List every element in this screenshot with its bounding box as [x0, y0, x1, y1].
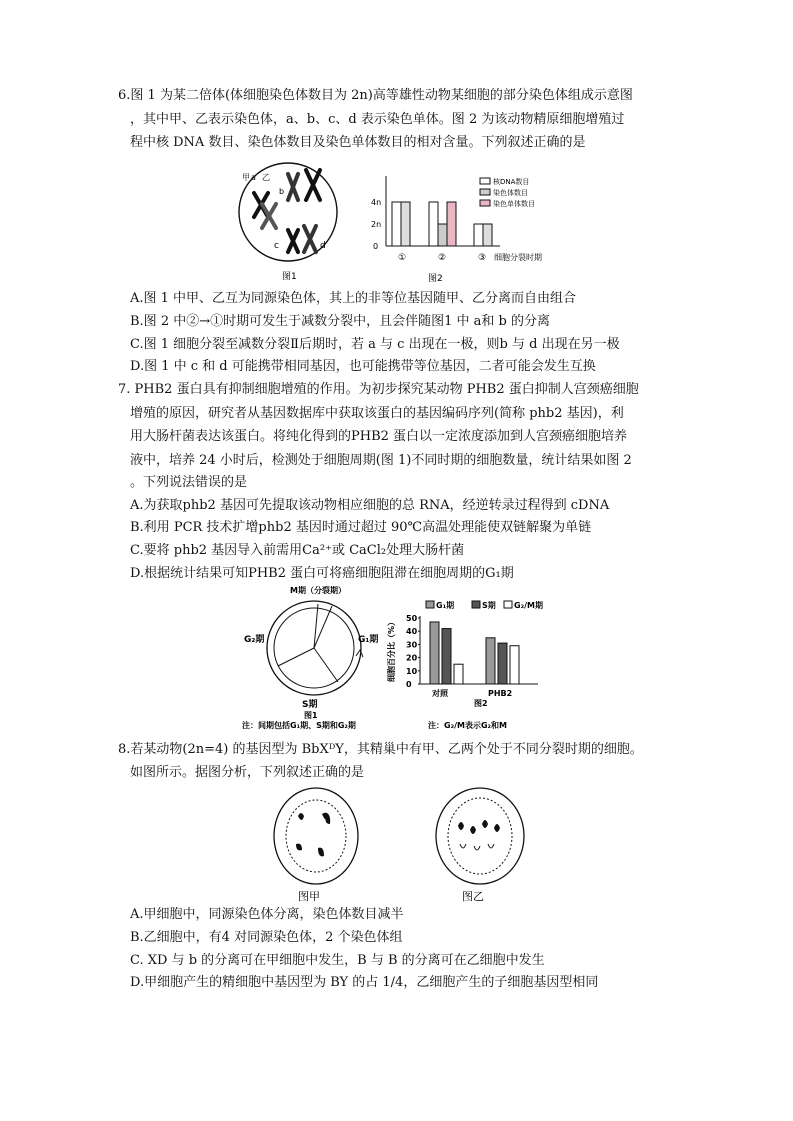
- fig2-x-2: ②: [438, 253, 447, 263]
- q8-option-a: A.甲细胞中，同源染色体分离，染色体数目减半: [130, 907, 404, 922]
- fig2-bar-2-chromatid: [447, 202, 456, 246]
- fig2-legend-chromatid: 染色单体数目: [493, 200, 535, 208]
- fig1-label-jia: 甲: [242, 173, 250, 182]
- q8-stem-line-2: 如图所示。据图分析，下列叙述正确的是: [130, 765, 365, 780]
- fig2-caption: 图2: [428, 274, 443, 284]
- q8-caption-yi: 图乙: [462, 890, 484, 903]
- q6-stem-line-2: ，其中甲、乙表示染色体，a、b、c、d 表示染色单体。图 2 为该动物精原细胞增殖过: [130, 112, 625, 127]
- fig2-ytick-0: 0: [373, 242, 379, 251]
- legend-swatch-g2m: [504, 601, 512, 608]
- q7-fig2-note: 注：G₂/M表示G₂和M: [428, 721, 507, 730]
- cycle-label-m: M期（分裂期）: [290, 586, 346, 595]
- q7-bar-control-2: [454, 664, 463, 684]
- fig2-bar-3-dna: [474, 224, 483, 246]
- q7-bar-control-1: [442, 629, 451, 684]
- fig2-bar-1-chromatid: [401, 202, 410, 246]
- q6-option-a: A.图 1 中甲、乙互为同源染色体，其上的非等位基因随甲、乙分离而自由组合: [130, 291, 577, 306]
- fig2-x-3: ③: [478, 253, 487, 263]
- q7-figure-1: [238, 582, 388, 730]
- q7-figure-2: [388, 598, 568, 730]
- q7-chart-ylabel: 细胞百分比（%）: [387, 617, 396, 682]
- cell-yi-outline: [436, 788, 524, 884]
- cell-yi-spindle: [448, 798, 512, 874]
- q7-fig1-note: 注：间期包括G₁期、S期和G₂期: [242, 721, 356, 730]
- cycle-label-g1: G₁期: [358, 635, 379, 645]
- q7-ytick: 50: [406, 614, 418, 623]
- fig1-label-a: a: [251, 173, 256, 182]
- q7-stem-line-5: 。下列说法错误的是: [130, 475, 248, 490]
- q8-caption-jia: 图甲: [298, 890, 320, 903]
- q6-stem-line-3: 程中核 DNA 数目、染色体数目及染色单体数目的相对含量。下列叙述正确的是: [130, 135, 586, 150]
- cell-jia-outline: [274, 788, 358, 884]
- fig2-bar-2-dna: [429, 202, 438, 246]
- q6-option-d: D.图 1 中 c 和 d 可能携带相同基因，也可能携带等位基因，二者可能会发生互换: [130, 359, 596, 374]
- q7-option-a: A.为获取phb2 基因可先提取该动物相应细胞的总 RNA，经逆转录过程得到 cDNA: [130, 498, 610, 513]
- legend-g1: G₁期: [436, 601, 455, 610]
- fig2-bar-3-chrom: [483, 224, 492, 246]
- q7-option-b: B.利用 PCR 技术扩增phb2 基因时通过超过 90℃高温处理能使双链解聚为单链: [130, 520, 592, 535]
- q7-fig1-caption: 图1: [304, 711, 318, 720]
- fig2-bar-1-dna: [392, 202, 401, 246]
- q7-stem-line-1: 7. PHB2 蛋白具有抑制细胞增殖的作用。为初步探究某动物 PHB2 蛋白抑制人宫颈癌细胞: [118, 382, 639, 397]
- fig2-ytick-4n: 4n: [371, 198, 382, 207]
- fig2-xaxis-label: 细胞分裂时期: [494, 253, 542, 262]
- legend-swatch-g1: [426, 601, 434, 608]
- fig2-x-1: ①: [398, 253, 407, 263]
- q8-option-c: C. XD 与 b 的分离可在甲细胞中发生，B 与 B 的分离可在乙细胞中发生: [130, 953, 545, 968]
- fig2-legend-chrom: 染色体数目: [493, 189, 528, 197]
- fig2-ytick-2n: 2n: [371, 220, 382, 229]
- q6-option-b: B.图 2 中②→①时期可发生于减数分裂中，且会伴随图1 中 a和 b 的分离: [130, 314, 550, 329]
- q7-ytick: 10: [406, 666, 418, 676]
- fig1-label-c: c: [274, 241, 279, 251]
- q7-bar-phb2-2: [510, 646, 519, 684]
- fig1-caption: 图1: [282, 272, 297, 282]
- q7-stem-line-2: 增殖的原因，研究者从基因数据库中获取该蛋白的基因编码序列(简称 phb2 基因)，利: [130, 406, 624, 421]
- q7-bar-phb2-0: [486, 638, 495, 684]
- q6-stem-line-1: 6.图 1 为某二倍体(体细胞染色体数目为 2n)高等雄性动物某细胞的部分染色体组成示意图: [118, 88, 633, 103]
- q7-stem-line-3: 用大肠杆菌表达该蛋白。将纯化得到的PHB2 蛋白以一定浓度添加到人宫颈癌细胞培养: [130, 429, 628, 444]
- cycle-label-s: S期: [302, 700, 318, 710]
- q8-figure: [270, 786, 530, 904]
- q7-option-d: D.根据统计结果可知PHB2 蛋白可将癌细胞阻滞在细胞周期的G₁期: [130, 566, 514, 581]
- q6-figure-2: [368, 172, 568, 284]
- q7-group-control: 对照: [432, 689, 448, 698]
- legend-g2m: G₂/M期: [514, 601, 543, 610]
- q8-option-b: B.乙细胞中，有4 对同源染色体，2 个染色体组: [130, 930, 403, 945]
- q7-ytick: 0: [406, 680, 412, 689]
- q7-ytick: 30: [406, 640, 418, 650]
- fig1-label-d: d: [320, 241, 326, 251]
- q8-stem-line-1: 8.若某动物(2n=4) 的基因型为 BbXᴰY，其精巢中有甲、乙两个处于不同分裂时期的细胞。: [118, 742, 643, 757]
- legend-swatch-s: [472, 601, 480, 608]
- fig2-legend-dna: 核DNA数目: [493, 178, 530, 186]
- q7-group-phb2: PHB2: [488, 689, 513, 698]
- fig2-bar-2-chrom: [438, 224, 447, 246]
- q7-option-c: C.要将 phb2 基因导入前需用Ca²⁺或 CaCl₂处理大肠杆菌: [130, 543, 465, 558]
- fig1-label-b: b: [279, 187, 285, 196]
- q8-option-d: D.甲细胞产生的精细胞中基因型为 BY 的占 1/4，乙细胞产生的子细胞基因型相同: [130, 975, 599, 990]
- q7-stem-line-4: 液中，培养 24 小时后，检测处于细胞周期(图 1)不同时期的细胞数量，统计结果如图 2: [130, 453, 632, 468]
- q7-bar-control-0: [430, 622, 439, 684]
- q7-fig2-caption: 图2: [474, 699, 488, 708]
- q7-ytick: 40: [406, 627, 418, 637]
- q6-figure-1: [232, 160, 344, 284]
- fig1-label-yi: 乙: [262, 173, 270, 182]
- q7-bar-phb2-1: [498, 643, 507, 684]
- q7-ytick: 20: [406, 653, 418, 663]
- cell-jia-spindle: [286, 800, 346, 872]
- cycle-label-g2: G₂期: [244, 635, 265, 645]
- q6-option-c: C.图 1 细胞分裂至减数分裂Ⅱ后期时，若 a 与 c 出现在一极，则b 与 d 出现在另一极: [130, 337, 620, 352]
- legend-s: S期: [482, 601, 496, 610]
